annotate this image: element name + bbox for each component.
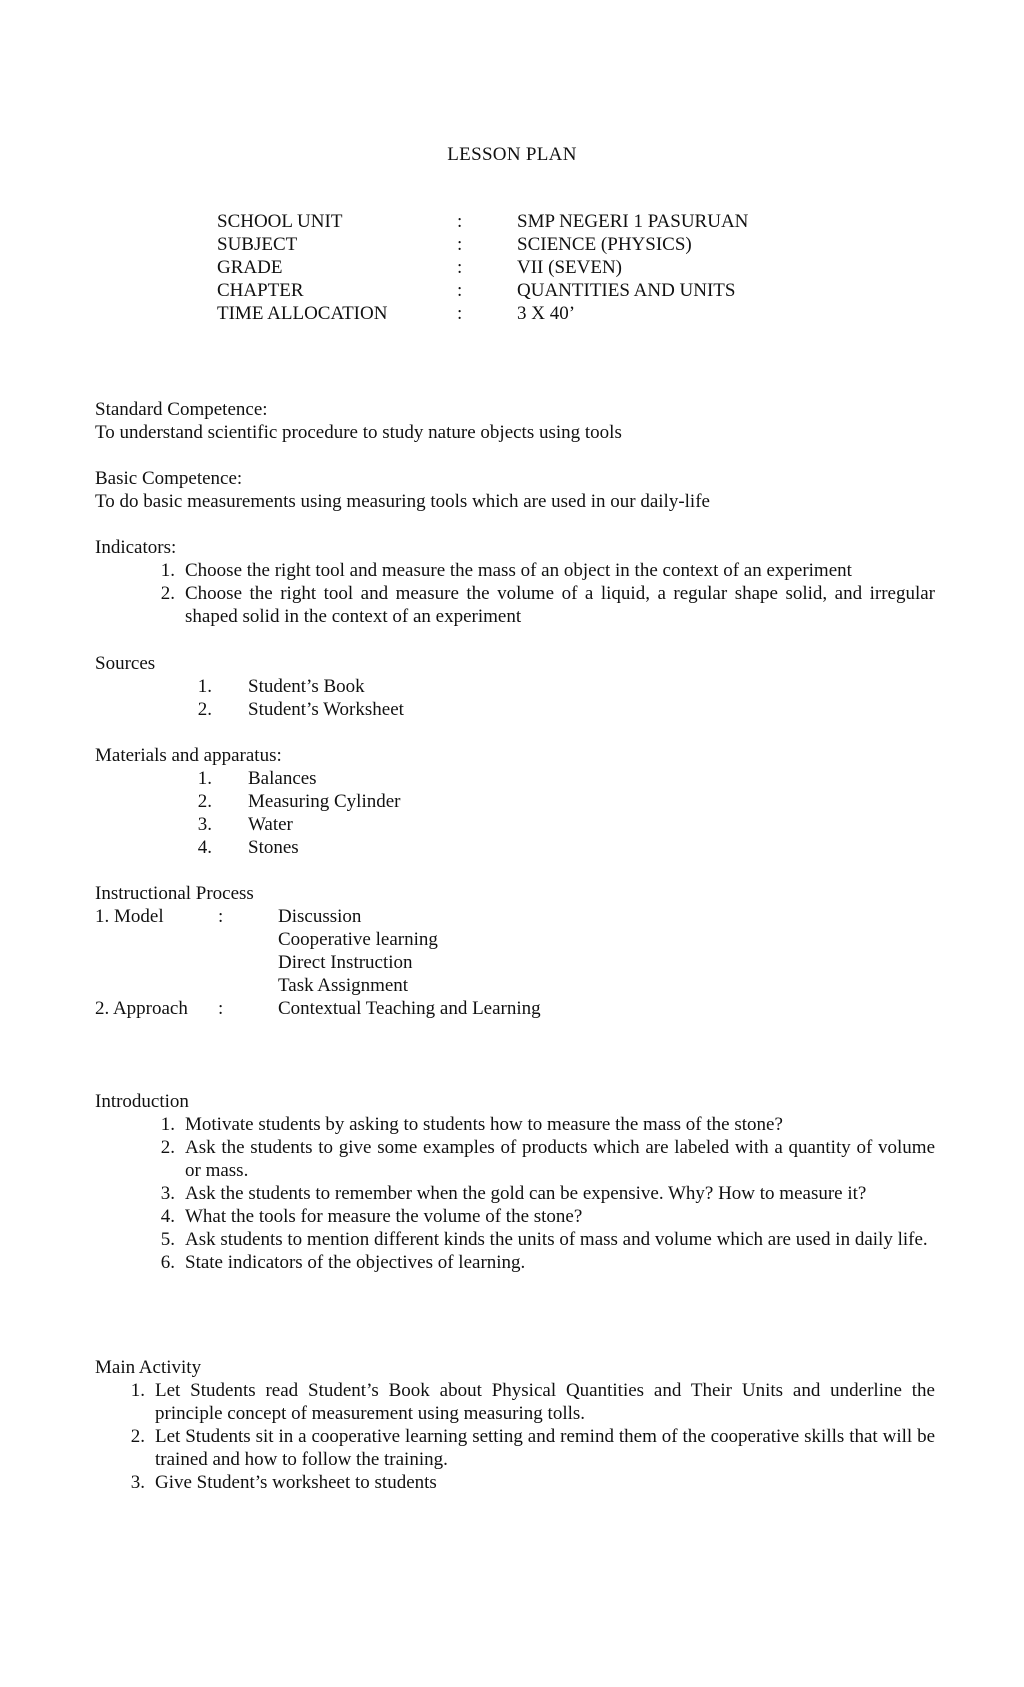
list-text: Student’s Worksheet <box>248 699 404 720</box>
info-row-subject <box>217 233 748 256</box>
list-number: 2. <box>130 1426 145 1447</box>
list-item <box>95 1251 935 1274</box>
list-number: 6. <box>160 1252 175 1273</box>
list-text: Measuring Cylinder <box>248 791 401 812</box>
list-text: What the tools for measure the volume of the stone? <box>185 1206 583 1227</box>
info-value: VII (SEVEN) <box>517 257 623 278</box>
instructional-process-section <box>95 882 935 1020</box>
info-value: SMP NEGERI 1 PASURUAN <box>517 211 749 232</box>
info-value: QUANTITIES AND UNITS <box>517 280 736 301</box>
list-text: Let Students sit in a cooperative learning setting and remind them of the cooperative skills that will be trained and how to follow the training. <box>155 1426 935 1470</box>
list-item <box>95 582 935 628</box>
sources-section <box>95 652 935 721</box>
list-text: Ask the students to remember when the gold can be expensive. Why? How to measure it? <box>185 1183 867 1204</box>
list-item <box>95 698 935 721</box>
list-number: 1. <box>197 768 212 789</box>
list-item <box>95 675 935 698</box>
approach-label: 2. Approach <box>95 998 188 1019</box>
section-heading: Materials and apparatus: <box>95 745 282 766</box>
info-row-grade <box>217 256 748 279</box>
list-text: Stones <box>248 837 299 858</box>
info-colon: : <box>457 211 463 232</box>
list-item <box>95 1182 935 1205</box>
section-heading: Sources <box>95 653 156 674</box>
main-activity-list <box>95 1379 935 1494</box>
list-text: Balances <box>248 768 317 789</box>
model-values <box>278 905 438 997</box>
model-value: Cooperative learning <box>278 929 438 950</box>
info-row-school-unit <box>217 210 748 233</box>
model-value: Discussion <box>278 906 362 927</box>
list-number: 4. <box>197 837 212 858</box>
list-item <box>95 1379 935 1425</box>
list-text: Student’s Book <box>248 676 365 697</box>
info-value: SCIENCE (PHYSICS) <box>517 234 692 255</box>
info-label: SCHOOL UNIT <box>217 211 343 232</box>
info-label: GRADE <box>217 257 283 278</box>
info-label: TIME ALLOCATION <box>217 303 388 324</box>
info-colon: : <box>457 257 463 278</box>
main-activity-section <box>95 1356 935 1494</box>
section-heading: Instructional Process <box>95 883 254 904</box>
list-item <box>95 1136 935 1182</box>
info-colon: : <box>457 303 463 324</box>
page-title: LESSON PLAN <box>447 144 577 165</box>
list-number: 1. <box>160 1114 175 1135</box>
info-colon: : <box>457 280 463 301</box>
materials-list <box>95 767 935 859</box>
list-item <box>95 1425 935 1471</box>
list-text: Choose the right tool and measure the volume of a liquid, a regular shape solid, and irregular shaped solid in the context of an experiment <box>185 583 935 627</box>
list-number: 1. <box>130 1380 145 1401</box>
standard-competence-section <box>95 398 935 444</box>
model-value: Direct Instruction <box>278 952 413 973</box>
basic-competence-section <box>95 467 935 513</box>
section-text: To do basic measurements using measuring tools which are used in our daily-life <box>95 491 710 512</box>
list-text: Give Student’s worksheet to students <box>155 1472 437 1493</box>
list-item <box>95 790 935 813</box>
list-number: 2. <box>197 699 212 720</box>
list-number: 4. <box>160 1206 175 1227</box>
list-text: Water <box>248 814 293 835</box>
section-heading: Indicators: <box>95 537 177 558</box>
list-item <box>95 559 935 582</box>
list-item <box>95 1228 935 1251</box>
model-row <box>95 905 935 997</box>
section-heading: Introduction <box>95 1091 189 1112</box>
approach-value: Contextual Teaching and Learning <box>278 998 541 1019</box>
info-colon: : <box>457 234 463 255</box>
proc-colon: : <box>218 998 224 1019</box>
list-number: 2. <box>160 583 175 604</box>
list-number: 5. <box>160 1229 175 1250</box>
info-table <box>217 210 748 325</box>
list-number: 3. <box>160 1183 175 1204</box>
section-heading: Standard Competence: <box>95 399 268 420</box>
model-label: 1. Model <box>95 906 164 927</box>
indicators-section <box>95 536 935 628</box>
info-value: 3 X 40’ <box>517 303 576 324</box>
list-item <box>95 1471 935 1494</box>
section-text: To understand scientific procedure to study nature objects using tools <box>95 422 622 443</box>
list-text: Ask students to mention different kinds the units of mass and volume which are used in daily life. <box>185 1229 928 1250</box>
list-text: Let Students read Student’s Book about Physical Quantities and Their Units and underline the principle concept of measurement using measuring tolls. <box>155 1380 935 1424</box>
list-number: 2. <box>160 1137 175 1158</box>
list-item <box>95 767 935 790</box>
info-label: CHAPTER <box>217 280 304 301</box>
proc-colon: : <box>218 906 224 927</box>
list-number: 1. <box>160 560 175 581</box>
approach-row <box>95 997 935 1020</box>
list-item <box>95 836 935 859</box>
list-number: 3. <box>130 1472 145 1493</box>
info-label: SUBJECT <box>217 234 298 255</box>
info-row-time-allocation <box>217 302 748 325</box>
list-item <box>95 1205 935 1228</box>
list-text: State indicators of the objectives of learning. <box>185 1252 526 1273</box>
info-row-chapter <box>217 279 748 302</box>
section-heading: Main Activity <box>95 1357 202 1378</box>
introduction-list <box>95 1113 935 1274</box>
list-number: 1. <box>197 676 212 697</box>
sources-list <box>95 675 935 721</box>
list-item <box>95 1113 935 1136</box>
indicators-list <box>95 559 935 628</box>
list-number: 3. <box>197 814 212 835</box>
list-text: Ask the students to give some examples of products which are labeled with a quantity of volume or mass. <box>185 1137 935 1181</box>
list-text: Choose the right tool and measure the mass of an object in the context of an experiment <box>185 560 852 581</box>
list-text: Motivate students by asking to students how to measure the mass of the stone? <box>185 1114 783 1135</box>
list-item <box>95 813 935 836</box>
model-value: Task Assignment <box>278 975 409 996</box>
materials-section <box>95 744 935 859</box>
section-heading: Basic Competence: <box>95 468 243 489</box>
introduction-section <box>95 1090 935 1274</box>
list-number: 2. <box>197 791 212 812</box>
